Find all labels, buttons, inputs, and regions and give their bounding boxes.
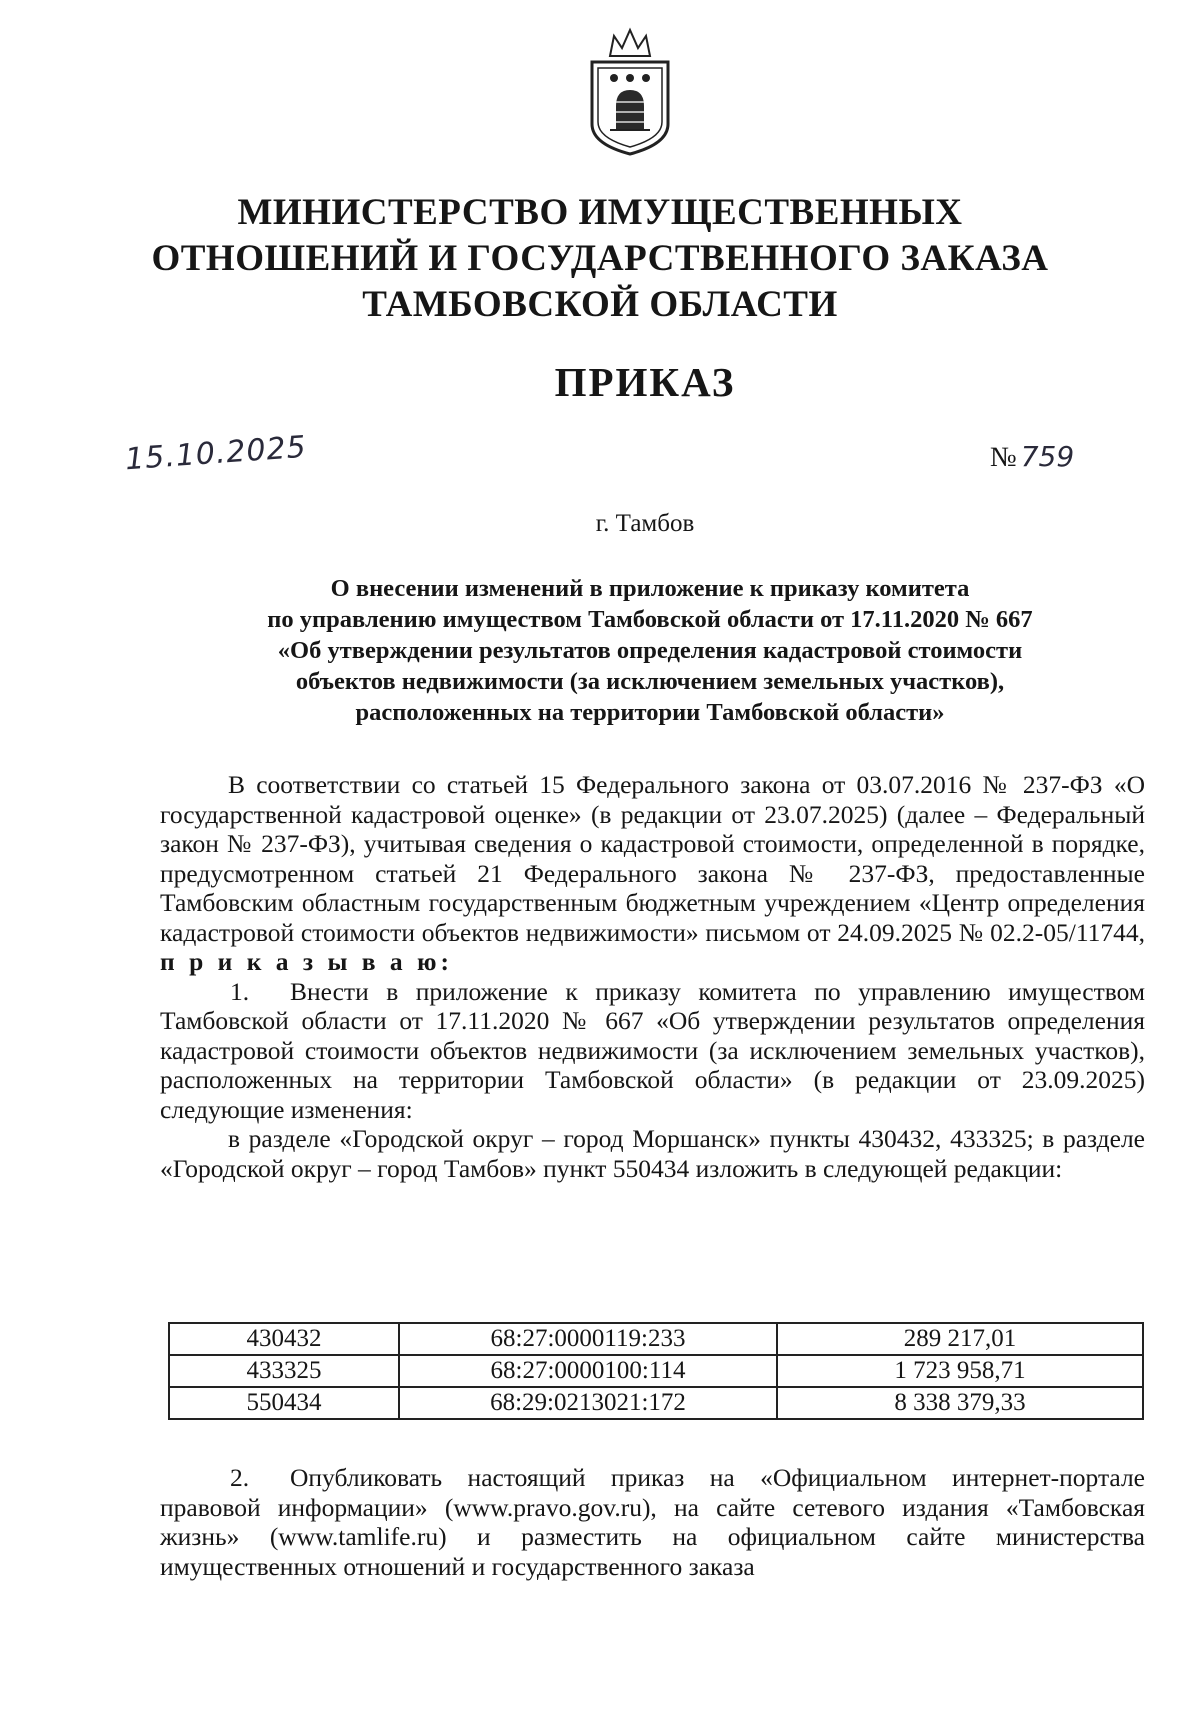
ministry-line-3: ТАМБОВСКОЙ ОБЛАСТИ — [362, 284, 838, 325]
handwritten-number: 759 — [1020, 440, 1075, 473]
document-number — [990, 440, 1074, 474]
number-label: № — [990, 442, 1017, 473]
table-row — [169, 1323, 1143, 1355]
subject-line-4: объектов недвижимости (за исключением земельных участков), — [295, 668, 1005, 695]
table-cell-cadastral-number: 68:27:0000100:114 — [399, 1355, 777, 1387]
item-2-paragraph — [160, 1463, 1145, 1581]
ministry-name — [100, 190, 1100, 328]
table-cell-item: 430432 — [169, 1323, 399, 1355]
order-body-continued — [160, 1463, 1145, 1581]
subject-line-3: «Об утверждении результатов определения кадастровой стоимости — [277, 637, 1023, 664]
order-subject — [150, 573, 1150, 728]
preamble-paragraph — [160, 770, 1145, 977]
order-body — [160, 770, 1145, 1183]
item-2-text: Опубликовать настоящий приказ на «Официальном интернет-портале правовой информации» (www.pravo.gov.ru), на сайте сетевого издания «Тамбовская жизнь» (www.tamlife.ru) и разместить на официальном сайте министерства имущественных отношений и государственного заказа — [160, 1463, 1145, 1581]
table-row — [169, 1355, 1143, 1387]
handwritten-date: 15.10.2025 — [124, 429, 308, 478]
table-cell-value: 1 723 958,71 — [777, 1355, 1143, 1387]
subject-line-2: по управлению имуществом Тамбовской области от 17.11.2020 № 667 — [267, 606, 1033, 633]
table-cell-cadastral-number: 68:27:0000119:233 — [399, 1323, 777, 1355]
city-line: г. Тамбов — [595, 510, 695, 537]
table-cell-item: 550434 — [169, 1387, 399, 1419]
table-cell-value: 8 338 379,33 — [777, 1387, 1143, 1419]
item-1-subparagraph: в разделе «Городской округ – город Моршанск» пункты 430432, 433325; в разделе «Городской округ – город Тамбов» пункт 550434 изложить в следующей редакции: — [160, 1124, 1145, 1183]
ministry-line-1: МИНИСТЕРСТВО ИМУЩЕСТВЕННЫХ — [237, 192, 963, 233]
cadastral-values-table — [168, 1322, 1144, 1420]
subject-line-5: расположенных на территории Тамбовской области» — [355, 699, 945, 726]
preamble-text: В соответствии со статьей 15 Федерального закона от 03.07.2016 № 237-ФЗ «О государственной кадастровой оценке» (в редакции от 23.07.2025) (далее – Федеральный закон № 237-ФЗ), учитывая сведения о кадастровой стоимости, определенной в порядке, предусмотренном статьей 21 Федерального закона № 237-ФЗ, предоставленные Тамбовским областным государственным бюджетным учреждением «Центр определения кадастровой стоимости объектов недвижимости» письмом от 24.09.2025 № 02.2-05/11744, — [160, 770, 1145, 947]
item-1-paragraph — [160, 977, 1145, 1125]
item-2-number: 2. — [230, 1463, 250, 1492]
item-1-text: Внести в приложение к приказу комитета по управлению имуществом Тамбовской области от 17.11.2020 № 667 «Об утверждении результатов определения кадастровой стоимости объектов недвижимости (за исключением земельных участков), расположенных на территории Тамбовской области» (в редакции от 23.09.2025) следующие изменения: — [160, 976, 1145, 1124]
table-cell-value: 289 217,01 — [777, 1323, 1143, 1355]
table-cell-cadastral-number: 68:29:0213021:172 — [399, 1387, 777, 1419]
ministry-line-2: ОТНОШЕНИЙ И ГОСУДАРСТВЕННОГО ЗАКАЗА — [151, 238, 1049, 279]
coat-of-arms-icon — [580, 26, 680, 158]
item-1-number: 1. — [230, 976, 250, 1006]
order-word: п р и к а з ы в а ю: — [160, 947, 454, 976]
subject-line-1: О внесении изменений в приложение к приказу комитета — [330, 575, 970, 602]
table-cell-item: 433325 — [169, 1355, 399, 1387]
table-row — [169, 1387, 1143, 1419]
document-type-title: ПРИКАЗ — [554, 359, 736, 405]
